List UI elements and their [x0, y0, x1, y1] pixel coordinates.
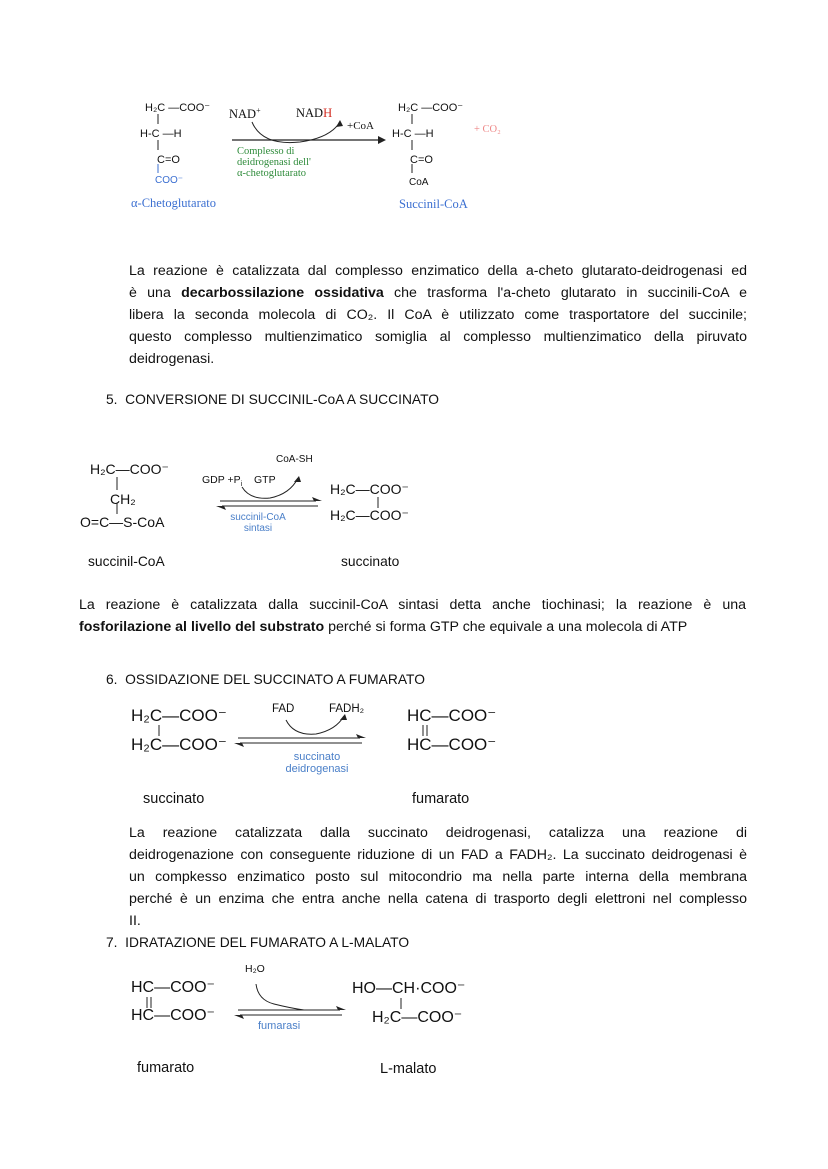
- text-line: deidrogenasi.: [129, 351, 215, 367]
- gdp-label: GDP $+P_i$: [202, 474, 243, 489]
- text-line: un compkesso enzimatico posto sul mitocondrio ma nella parte interna della membrana: [129, 869, 747, 885]
- struct-line: H₂C—COO⁻: [90, 461, 169, 477]
- text-line: La reazione è catalizzata dal complesso enzimatico della a-cheto glutarato-deidrogenasi ed: [129, 263, 747, 279]
- text-line: questo complesso multienzimatico somiglia al complesso multienzimatico della piruvato: [129, 329, 747, 345]
- succinate-label-5: succinato: [341, 554, 400, 569]
- text-line: La reazione è catalizzata dalla succinil-CoA sintasi detta anche tiochinasi; la reazione è una: [79, 597, 746, 613]
- fadh2-label: FADH₂: [329, 703, 365, 715]
- text-line: fosforilazione al livello del substrato perché si forma GTP che equivale a una molecola di ATP: [79, 619, 688, 635]
- struct-line: O=C—S-CoA: [80, 514, 165, 530]
- text-line: II.: [129, 913, 141, 929]
- struct-line: H₂C —COO⁻: [398, 102, 464, 114]
- struct-line: C=O: [410, 154, 433, 166]
- struct-line: H-C —H: [392, 128, 434, 140]
- enzyme-line: sintasi: [243, 523, 273, 534]
- alpha-ketoglutarate-label: α-Chetoglutarato: [131, 196, 216, 210]
- nad-label: NAD+: [229, 106, 261, 122]
- section-7-heading: 7. IDRATAZIONE DEL FUMARATO A L-MALATO: [106, 935, 410, 950]
- coa-sh-label: CoA-SH: [276, 454, 313, 465]
- struct-line: H₂C—COO⁻: [330, 481, 409, 497]
- struct-line: H₂C —COO⁻: [145, 102, 211, 114]
- section-6-heading: 6. OSSIDAZIONE DEL SUCCINATO A FUMARATO: [106, 672, 425, 687]
- succinyl-coa-label-5: succinil-CoA: [88, 554, 165, 569]
- enzyme-line: succinato: [293, 751, 341, 763]
- struct-line: H₂C—COO⁻: [330, 507, 409, 523]
- coa-plus-label: +CoA: [347, 120, 374, 132]
- enzyme-line: Complesso di: [237, 146, 295, 157]
- struct-line: COO⁻: [155, 175, 184, 186]
- struct-line: H-C —H: [140, 128, 182, 140]
- section-5-heading: 5. CONVERSIONE DI SUCCINIL-CoA A SUCCINATO: [106, 392, 439, 407]
- struct-line: HC—COO⁻: [407, 706, 497, 725]
- struct-line: CH₂: [110, 491, 136, 507]
- struct-line: HC—COO⁻: [131, 979, 215, 996]
- text-line: deidrogenazione con conseguente riduzione di un FAD a FADH₂. La succinato deidrogenasi è: [129, 847, 747, 863]
- enzyme-line: α-chetoglutarato: [237, 168, 307, 179]
- struct-line: HO—CH·COO⁻: [352, 980, 466, 997]
- enzyme-line: succinil-CoA: [230, 512, 286, 523]
- nadh-label: NADH: [296, 106, 333, 120]
- h2o-label: H₂O: [245, 963, 265, 975]
- enzyme-label-7: fumarasi: [258, 1020, 301, 1032]
- fad-label: FAD: [272, 703, 295, 715]
- text-line: è una decarbossilazione ossidativa che trasforma l'a-cheto glutarato in succinili-CoA e: [129, 285, 747, 301]
- succinyl-coa-label: Succinil-CoA: [399, 197, 468, 211]
- struct-line: CoA: [409, 177, 429, 188]
- text-line: La reazione catalizzata dalla succinato deidrogenasi, catalizza una reazione di: [129, 825, 747, 841]
- struct-line: C=O: [157, 154, 180, 166]
- struct-line: HC—COO⁻: [407, 735, 497, 754]
- struct-line: H₂C—COO⁻: [372, 1009, 463, 1026]
- enzyme-line: deidrogenasi: [285, 763, 349, 775]
- fumarate-label-7: fumarato: [137, 1060, 195, 1076]
- gtp-label: GTP: [254, 474, 276, 486]
- succinate-label-6: succinato: [143, 791, 205, 807]
- struct-line: H₂C—COO⁻: [131, 706, 227, 725]
- fumarate-label-6: fumarato: [412, 791, 470, 807]
- struct-line: H₂C—COO⁻: [131, 735, 227, 754]
- malate-label-7: L-malato: [380, 1061, 437, 1077]
- struct-line: HC—COO⁻: [131, 1007, 215, 1024]
- enzyme-line: deidrogenasi dell': [237, 157, 311, 168]
- text-line: perché è un enzima che entra anche nella catena di trasporto degli elettroni nel complesso: [129, 891, 747, 907]
- co2-label: + CO₂: [474, 124, 501, 135]
- text-line: libera la seconda molecola di CO₂. Il CoA è utilizzato come trasportatore del succinile;: [129, 307, 747, 323]
